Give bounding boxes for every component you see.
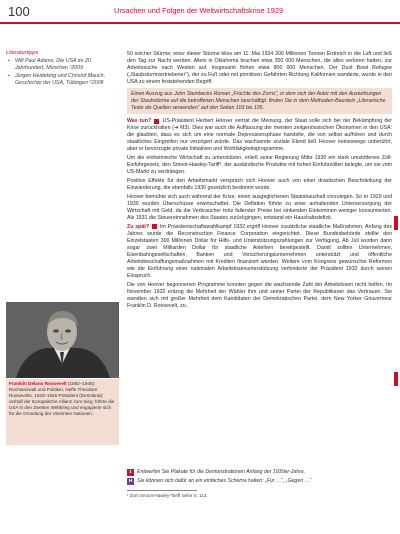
hint-badge: H: [128, 479, 133, 485]
info-box: Einen Auszug aus John Steinbecks Roman „Früchte des Zorns“, in dem sich der Autor mit den Auswirkungen der Staubstürme auf die betroffenen Menschen beschäftigt, finden Sie in dem Methoden-Baustein „Literarische Texte als Quellen verwenden“ auf den Seiten 103 bis 105.: [127, 88, 392, 115]
literature-heading: Literaturtipps: [6, 50, 39, 56]
page-header: [0, 0, 400, 22]
task-text: Sie können sich dafür an ein einfaches Schema halten: „Für …“, „Gegen …“: [137, 477, 312, 484]
literature-item: ▪ Jürgen Heideking und Christof Mauch, Geschichte der USA, Tübingen ⁶2008: [11, 73, 119, 87]
task-item: [127, 469, 392, 477]
margin-marker: [394, 372, 398, 386]
paragraph: Hoover bemühte sich auch während der Krise, einen ausgeglichenen Staatshaushalt vorzulegen. So er 1929 und 1930 wurden Überschüsse erwirtschaftet. Die Deflation führte zu einer anhaltenden Unterversorgung der Wirtschaft mit Geld, da die Verbraucher trotz fallender Preise bei sinkenden Einkommen weniger konsumierten. Als 1931 die Steuereinnahmen des Staates zurückgingen, entstand ein Haushaltsdefizit.: [127, 194, 392, 222]
paragraph: [127, 118, 392, 153]
section-text: Im Präsidentschaftswahlkampf 1932 ergriff Hoover zusätzliche staatliche Maßnahmen. Anfang des Jahres wurde die Reconstruction Finance Corporation eingerichtet. Diese Bundesbehörde stellte den Einzelstaaten 300 Millionen Dollar für Hilfs- und Unterstützungszahlungen zur Verfügung. Ab Juli wurden dann sogar zwei Milliarden Dollar für staatliche Anleihen bereitgestellt. Damit sollten Unternehmen, Eisenbahngesellschaften, Banken und Versicherungsunternehmen unterstützt und öffentliche Arbeitsbeschaffungsmaßnahmen mit Krediten finanziert werden. Weitere vom Kongress gewünschte Reformen wie die Einführung einer nationalen Arbeitslosenunterstützung verhinderte der Präsident 1932 durch seinen Einspruch.: [127, 223, 392, 279]
literature-item: ▪ Will Paul Adams, Die USA im 20. Jahrhundert, München ²2009: [11, 58, 119, 72]
task-text: Entwerfen Sie Plakate für die Demonstrationen Anfang der 1930er-Jahre.: [137, 469, 306, 475]
section-marker-icon: [152, 224, 157, 229]
paragraph: [127, 224, 392, 280]
portrait-caption-text: (1882–1945): Rechtsanwalt und Politiker, Neffe Theodore Roosevelts, 1933–1945 Präsident (Demokrat); verhalf der Europäische Allianz zum Sieg; führte die USA in den Zweiten Weltkrieg und engagierte sich für die Gründung der Vereinten Nationen.: [9, 381, 115, 417]
literature-list: [6, 58, 119, 87]
portrait-name: Franklin Delano Roosevelt: [9, 381, 67, 386]
section-heading: Was tun?: [127, 118, 152, 125]
portrait-caption: [6, 379, 119, 445]
section-text: US-Präsident Herbert Hoover vertrat die Meinung, der Staat solle sich bei der Bekämpfung der Krise zurückhalten (➜ M3). Dies war auch die Auffassung der meisten zeitgenössischen Ökonomen in den USA: die glaubten, dass es sich um eine normale Depressionsphase handelte, die von selbst aufhören und durch staatliches Eingreifen nur verzögert würde. Das wachsende soziale Elend ließ Hoover keineswegs unberührt, aber er bevorzugte private Initiativen und Wohltätigkeitsprogramme.: [127, 118, 392, 153]
roosevelt-portrait: [6, 302, 119, 378]
section-heading: Zu spät?: [127, 223, 150, 230]
footnote-rule: [127, 490, 197, 491]
main-text: [127, 51, 392, 312]
header-rule: [0, 22, 400, 24]
paragraph: Positive Effekte für den Arbeitsmarkt versprach sich Hoover auch von einer drastischen Beschränkung der Einwanderung, die ebenfalls 1930 gesetzlich bestimmt wurde.: [127, 178, 392, 192]
chapter-title: Ursachen und Folgen der Weltwirtschaftskrise 1929: [114, 6, 284, 15]
footnote: ¹ Zum Smoot-Hawley-Tariff siehe S. 113.: [127, 493, 208, 498]
task-item: [127, 478, 392, 486]
margin-marker: [394, 216, 398, 230]
paragraph: 50 solcher Stürme; einer dieser Stürme blies am 11. Mai 1934 300 Millionen Tonnen Erdreich in die Luft und ließ den Tag zur Nacht werden. Allein in Oklahoma brachen etwa 350 000 Menschen, die alles verloren hatten, zur Arbeitssuche nach Westen auf. Insgesamt flohen etwa 800 000 Menschen. Der Dust Bowl Refugee („Staubsturmvertriebener“), der zu Fuß oder mit primitiven Gefährten Richtung Kalifornien wanderte, wurde in den USA zu einem feststehenden Begriff.: [127, 51, 392, 85]
section-marker-icon: [154, 119, 159, 124]
portrait-image: [6, 302, 119, 378]
page-number: 100: [8, 4, 30, 19]
paragraph: Die von Hoover begonnenen Programme konnten gegen die wachsende Zahl der Arbeitslosen nicht helfen. Im November 1932 entzog die Mehrheit der Wähler ihm und seiner Partei der Republikaner das Vertrauen. Sie wandten sich mit großer Mehrheit dem Kandidaten der Demokratischen Partei, dem New Yorker Gouverneur Franklin D. Roosevelt, zu.: [127, 281, 392, 309]
task-block: [127, 469, 392, 487]
literature-sidebar: [6, 50, 119, 88]
paragraph: Um die einheimische Wirtschaft zu unterstützen, erließ seine Regierung Mitte 1930 ein stark umstrittenes Zoll-Einfuhrgesetz, den Smoot-Hawley-Tariff¹, der ausländische Produkte mit hohen Einfuhrzöllen belegte, um sie vom US-Markt zu verdrängen.: [127, 155, 392, 176]
task-number-badge: 1: [127, 469, 134, 476]
